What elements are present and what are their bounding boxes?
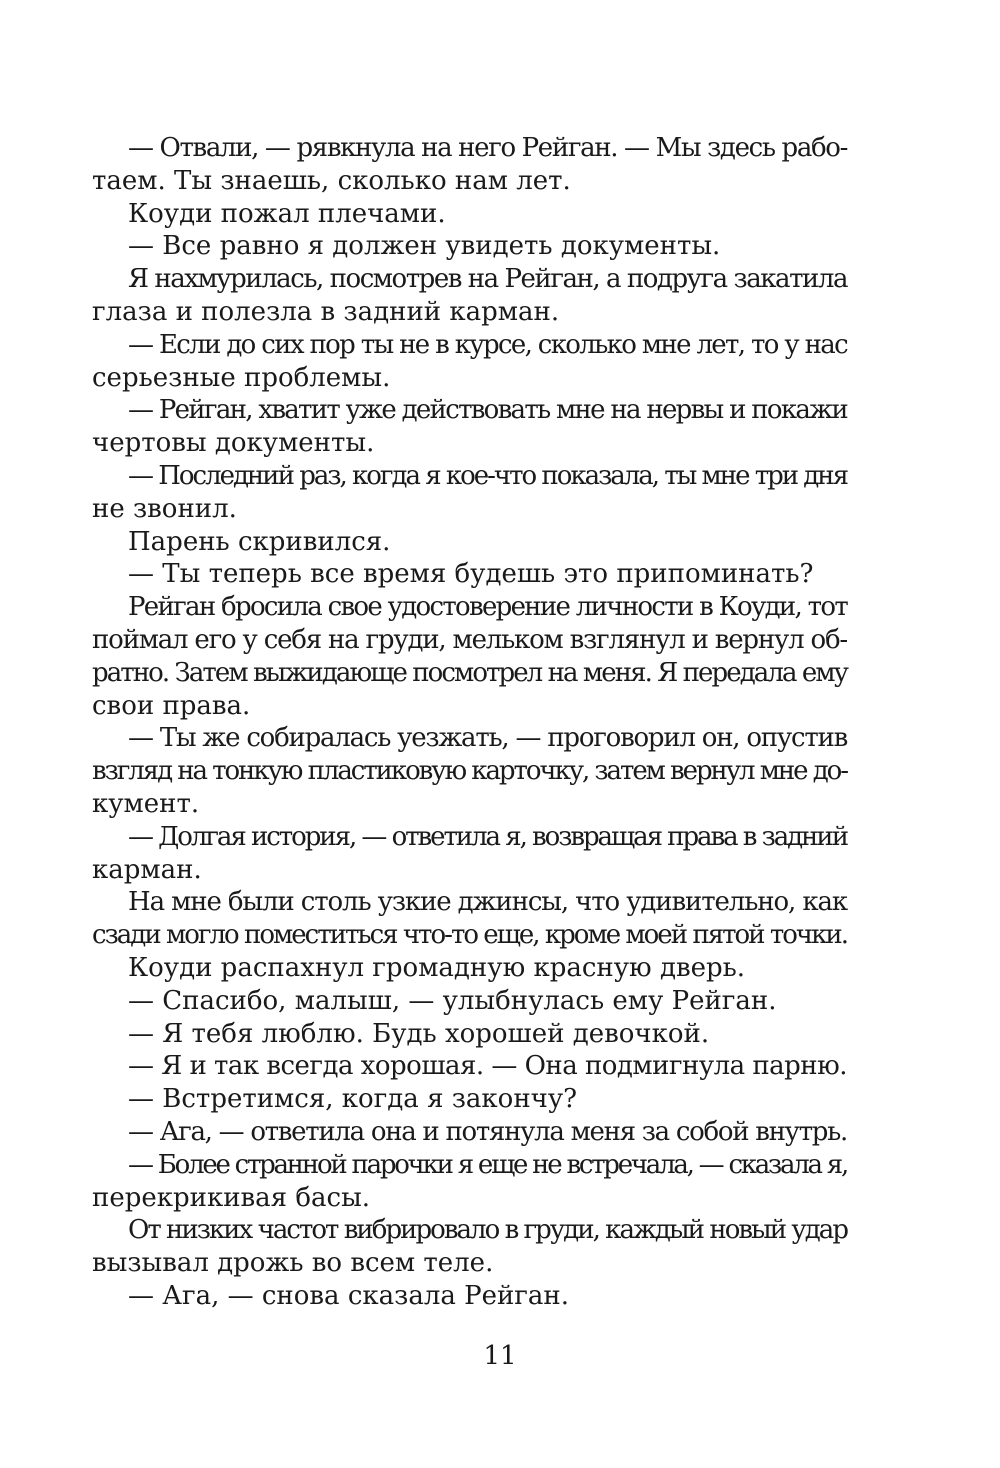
text-line: таем. Ты знаешь, сколько нам лет.: [92, 165, 571, 196]
text-line: — Если до сих пор ты не в курсе, сколько мне лет, то у нас: [128, 329, 847, 360]
text-line: не звонил.: [92, 493, 237, 524]
text-line: От низких частот вибрировало в груди, каждый новый удар: [128, 1215, 847, 1246]
text-line: — Встретимся, когда я закончу?: [128, 1084, 578, 1115]
text-line: — Ага, — снова сказала Рейган.: [128, 1280, 570, 1311]
text-line: сзади могло поместиться что-то еще, кроме моей пятой точки.: [92, 920, 847, 951]
text-line: Коуди пожал плечами.: [128, 198, 446, 229]
text-line: взгляд на тонкую пластиковую карточку, затем вернул мне до-: [92, 756, 847, 787]
text-line: — Рейган, хватит уже действовать мне на нервы и покажи: [128, 395, 847, 426]
text-line: Я нахмурилась, посмотрев на Рейган, а подруга закатила: [128, 264, 847, 295]
text-line: кумент.: [92, 788, 200, 819]
text-line: перекрикивая басы.: [92, 1182, 371, 1213]
text-line: поймал его у себя на груди, мельком взглянул и вернул об-: [92, 624, 847, 655]
text-line: глаза и полезла в задний карман.: [92, 296, 560, 327]
text-line: свои права.: [92, 690, 251, 721]
text-line: карман.: [92, 854, 202, 885]
text-line: ратно. Затем выжидающе посмотрел на меня. Я передала ему: [92, 657, 847, 688]
text-line: чертовы документы.: [92, 428, 375, 459]
text-line: — Я тебя люблю. Будь хорошей девочкой.: [128, 1018, 710, 1049]
text-line: — Ты же собиралась уезжать, — проговорил он, опустив: [128, 723, 847, 754]
text-line: вызывал дрожь во всем теле.: [92, 1248, 494, 1279]
text-line: Рейган бросила свое удостоверение личности в Коуди, тот: [128, 592, 848, 623]
page-number: 11: [483, 1341, 517, 1371]
text-line: — Все равно я должен увидеть документы.: [128, 231, 721, 262]
text-line: — Ты теперь все время будешь это припоминать?: [128, 559, 814, 590]
text-line: — Спасибо, малыш, — улыбнулась ему Рейган.: [128, 985, 777, 1016]
text-line: серьезные проблемы.: [92, 362, 391, 393]
text-line: — Более странной парочки я еще не встречала, — сказала я,: [128, 1149, 847, 1180]
text-line: Парень скривился.: [128, 526, 391, 557]
text-line: Коуди распахнул громадную красную дверь.: [128, 952, 746, 983]
text-line: На мне были столь узкие джинсы, что удивительно, как: [128, 887, 847, 918]
text-line: — Последний раз, когда я кое-что показала, ты мне три дня: [128, 460, 847, 491]
text-line: — Ага, — ответила она и потянула меня за собой внутрь.: [128, 1116, 848, 1147]
page-text: [92, 132, 847, 1313]
text-line: — Я и так всегда хорошая. — Она подмигнула парню.: [128, 1051, 847, 1082]
text-line: — Отвали, — рявкнула на него Рейган. — Мы здесь рабо-: [128, 133, 848, 163]
text-line: — Долгая история, — ответила я, возвращая права в задний: [128, 821, 847, 852]
